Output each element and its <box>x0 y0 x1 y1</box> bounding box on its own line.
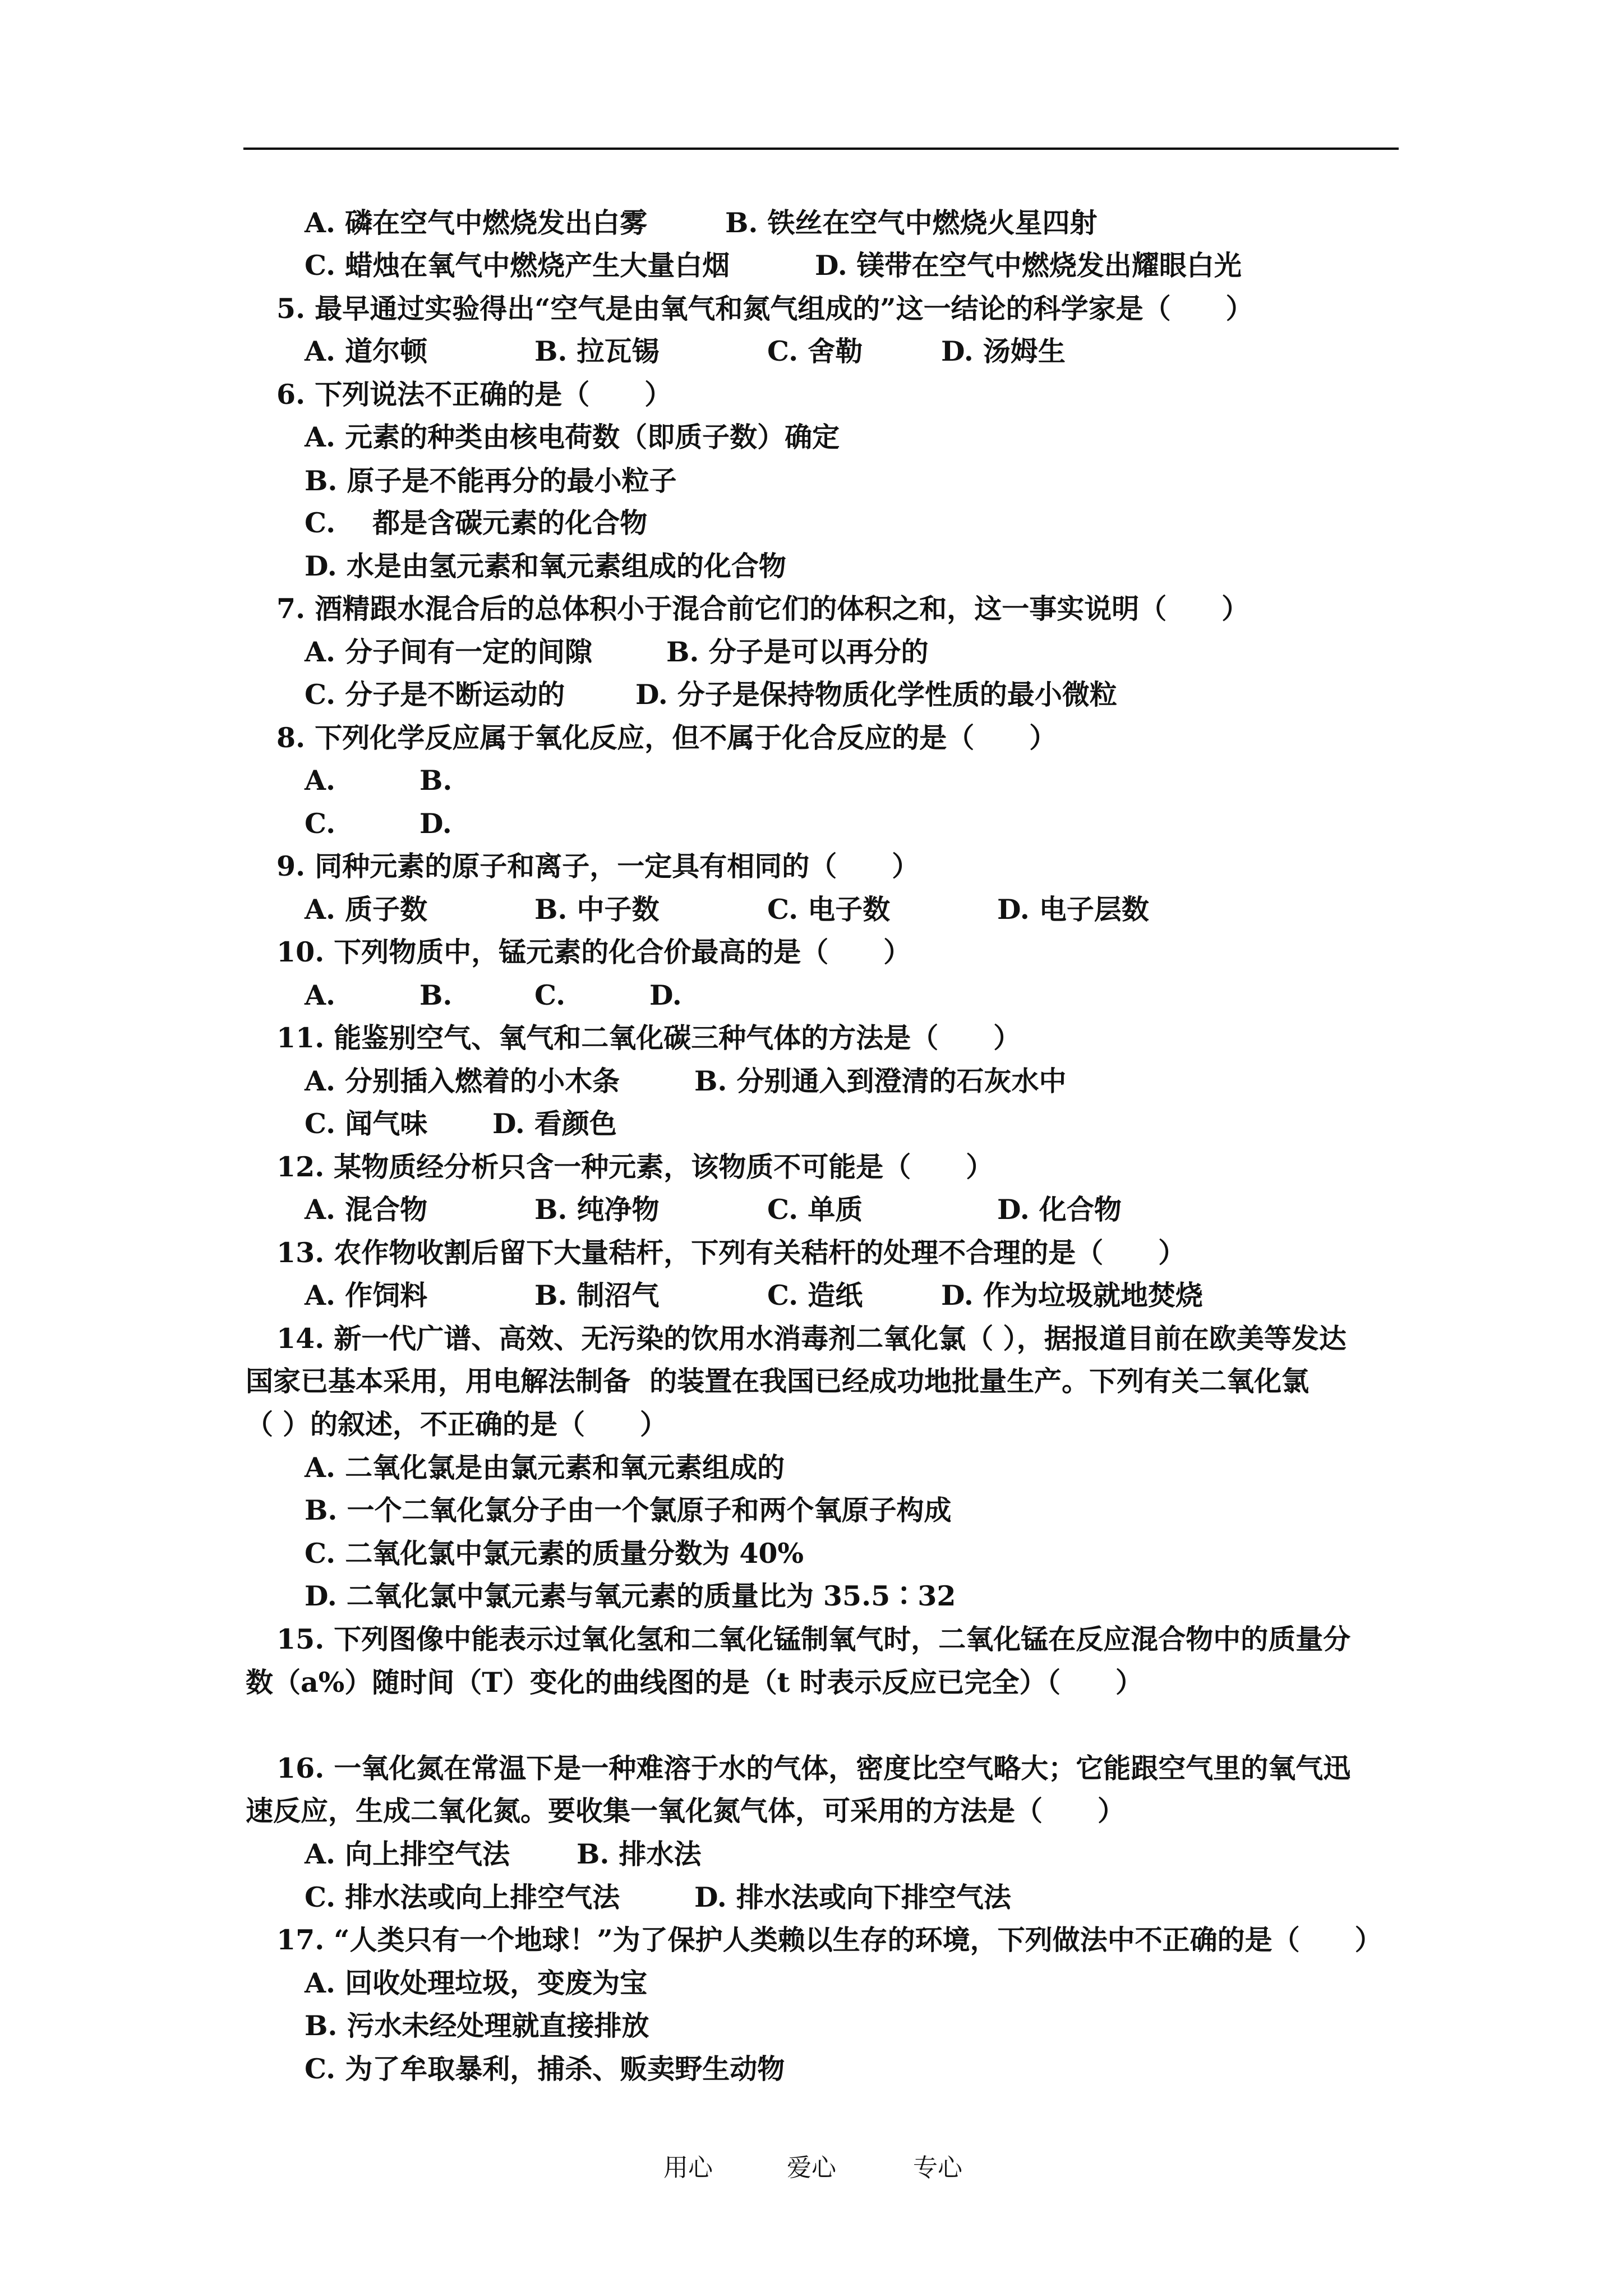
footer-word: 爱心 <box>787 2154 836 2182</box>
text-line <box>0 329 1623 373</box>
line-segment: D. <box>419 807 452 840</box>
line-segment: A. 混合物 <box>305 1193 428 1226</box>
text-line <box>0 1488 1623 1532</box>
line-segment: A. <box>305 764 336 797</box>
line-segment: 6. 下列说法不正确的是（ ） <box>276 378 672 411</box>
line-segment: 12. 某物质经分析只含一种元素，该物质不可能是（ ） <box>276 1151 994 1183</box>
text-line <box>0 716 1623 760</box>
line-segment: 国家已基本采用，用电解法制备 的装置在我国已经成功地批量生产。下列有关二氧化氯 <box>246 1365 1310 1397</box>
text-line <box>0 758 1623 802</box>
text-line <box>0 1617 1623 1661</box>
text-line <box>0 2004 1623 2047</box>
text-line <box>0 201 1623 245</box>
line-segment: 9. 同种元素的原子和离子，一定具有相同的（ ） <box>276 850 920 882</box>
text-line <box>0 501 1623 545</box>
line-segment: A. 道尔顿 <box>305 335 428 367</box>
line-segment: A. 回收处理垃圾，变废为宝 <box>305 1967 648 1999</box>
text-line <box>0 630 1623 674</box>
line-segment: B. 拉瓦锡 <box>534 335 660 367</box>
page-footer <box>0 2148 1623 2188</box>
line-segment: C. 电子数 <box>767 893 891 926</box>
text-line <box>0 544 1623 588</box>
line-segment: B. <box>419 979 453 1011</box>
text-line <box>0 802 1623 845</box>
text-line <box>0 1961 1623 2005</box>
text-line <box>0 415 1623 459</box>
line-segment: C. 二氧化氯中氯元素的质量分数为 40% <box>305 1537 804 1570</box>
text-line <box>0 1059 1623 1103</box>
line-segment: 速反应，生成二氧化氮。要收集一氧化氮气体，可采用的方法是（ ） <box>246 1795 1126 1827</box>
text-line <box>0 1875 1623 1919</box>
line-segment: 17. “人类只有一个地球！”为了保护人类赖以生存的环境，下列做法中不正确的是（ ） <box>276 1924 1382 1956</box>
line-segment: B. 排水法 <box>577 1838 702 1870</box>
text-line <box>0 287 1623 330</box>
line-segment: D. 电子层数 <box>997 893 1149 926</box>
line-segment: B. 分子是可以再分的 <box>666 636 929 668</box>
text-line <box>0 1832 1623 1876</box>
line-segment: 10. 下列物质中，锰元素的化合价最高的是（ ） <box>276 936 911 968</box>
text-line <box>0 2047 1623 2091</box>
line-segment: 14. 新一代广谱、高效、无污染的饮用水消毒剂二氧化氯（ ），据报道目前在欧美等发达 <box>276 1322 1347 1355</box>
text-line <box>0 1145 1623 1189</box>
line-segment: A. 二氧化氯是由氯元素和氧元素组成的 <box>305 1451 785 1484</box>
line-segment: A. 分子间有一定的间隙 <box>305 636 593 668</box>
line-segment: B. 原子是不能再分的最小粒子 <box>305 464 677 497</box>
text-line <box>0 673 1623 716</box>
line-segment: C. <box>534 979 566 1011</box>
text-line <box>0 372 1623 416</box>
text-line <box>0 243 1623 287</box>
line-segment: D. 作为垃圾就地焚烧 <box>941 1279 1203 1312</box>
line-segment: D. <box>649 979 682 1011</box>
line-segment: 15. 下列图像中能表示过氧化氢和二氧化锰制氧气时，二氧化锰在反应混合物中的质量分 <box>276 1623 1351 1655</box>
text-line <box>0 1660 1623 1704</box>
line-segment: B. 污水未经处理就直接排放 <box>305 2009 649 2042</box>
line-segment: C. 造纸 <box>767 1279 863 1312</box>
line-segment: C. 都是含碳元素的化合物 <box>305 507 648 539</box>
line-segment: D. 看颜色 <box>492 1107 617 1140</box>
line-segment: A. 向上排空气法 <box>305 1838 510 1870</box>
text-line <box>0 1574 1623 1618</box>
line-segment: A. <box>305 979 336 1011</box>
line-segment: C. <box>305 807 336 840</box>
line-segment: 7. 酒精跟水混合后的总体积小于混合前它们的体积之和，这一事实说明（ ） <box>276 592 1249 625</box>
line-segment: C. 闻气味 <box>305 1107 428 1140</box>
line-segment: C. 舍勒 <box>767 335 863 367</box>
text-line <box>0 930 1623 974</box>
line-segment: B. 分别通入到澄清的石灰水中 <box>694 1065 1067 1097</box>
text-line <box>0 844 1623 888</box>
line-segment: D. 水是由氢元素和氧元素组成的化合物 <box>305 550 786 582</box>
text-line <box>0 1789 1623 1833</box>
text-line <box>0 1102 1623 1145</box>
line-segment: B. 铁丝在空气中燃烧火星四射 <box>725 206 1098 239</box>
line-segment: C. 为了牟取暴利，捕杀、贩卖野生动物 <box>305 2053 785 2085</box>
line-segment: B. 制沼气 <box>534 1279 660 1312</box>
text-line <box>0 1746 1623 1790</box>
footer-word: 专心 <box>913 2154 962 2182</box>
text-line <box>0 1016 1623 1060</box>
line-segment: B. 中子数 <box>534 893 660 926</box>
line-segment: B. <box>419 764 453 797</box>
line-segment: 11. 能鉴别空气、氧气和二氧化碳三种气体的方法是（ ） <box>276 1022 1021 1054</box>
line-segment: B. 一个二氧化氯分子由一个氯原子和两个氧原子构成 <box>305 1494 952 1526</box>
text-line <box>0 1188 1623 1231</box>
line-segment: A. 质子数 <box>305 893 428 926</box>
line-segment: C. 单质 <box>767 1193 863 1226</box>
line-segment: D. 汤姆生 <box>941 335 1066 367</box>
line-segment: A. 分别插入燃着的小木条 <box>305 1065 620 1097</box>
line-segment: 16. 一氧化氮在常温下是一种难溶于水的气体，密度比空气略大；它能跟空气里的氧气迅 <box>276 1752 1351 1784</box>
text-line <box>0 1531 1623 1575</box>
line-segment: D. 化合物 <box>997 1193 1122 1226</box>
line-segment: D. 排水法或向下排空气法 <box>694 1881 1011 1913</box>
text-line <box>0 1359 1623 1403</box>
line-segment: 8. 下列化学反应属于氧化反应，但不属于化合反应的是（ ） <box>276 721 1057 754</box>
text-line <box>0 1273 1623 1317</box>
text-line <box>0 973 1623 1017</box>
line-segment: C. 排水法或向上排空气法 <box>305 1881 620 1913</box>
line-segment: B. 纯净物 <box>534 1193 660 1226</box>
line-segment: D. 分子是保持物质化学性质的最小微粒 <box>635 678 1117 711</box>
text-line <box>0 887 1623 931</box>
line-segment: 13. 农作物收割后留下大量秸杆，下列有关秸杆的处理不合理的是（ ） <box>276 1236 1186 1269</box>
line-segment: C. 分子是不断运动的 <box>305 678 565 711</box>
line-segment: A. 作饲料 <box>305 1279 428 1312</box>
text-line <box>0 1918 1623 1962</box>
line-segment: D. 镁带在空气中燃烧发出耀眼白光 <box>815 249 1242 282</box>
line-segment: A. 磷在空气中燃烧发出白雾 <box>305 206 648 239</box>
line-segment: A. 元素的种类由核电荷数（即质子数）确定 <box>305 421 840 453</box>
line-segment: 5. 最早通过实验得出“空气是由氧气和氮气组成的”这一结论的科学家是（ ） <box>276 292 1253 325</box>
text-line <box>0 587 1623 631</box>
text-line <box>0 1317 1623 1360</box>
line-segment: C. 蜡烛在氧气中燃烧产生大量白烟 <box>305 249 730 282</box>
footer-word: 用心 <box>663 2154 713 2182</box>
text-line <box>0 459 1623 503</box>
line-segment: 数（a%）随时间（T）变化的曲线图的是（t 时表示反应已完全）（ ） <box>246 1666 1143 1699</box>
text-line <box>0 1446 1623 1489</box>
line-segment: （ ）的叙述，不正确的是（ ） <box>246 1408 668 1441</box>
text-line <box>0 1231 1623 1274</box>
line-segment: D. 二氧化氯中氯元素与氧元素的质量比为 35.5∶32 <box>305 1580 956 1612</box>
text-line <box>0 1402 1623 1446</box>
